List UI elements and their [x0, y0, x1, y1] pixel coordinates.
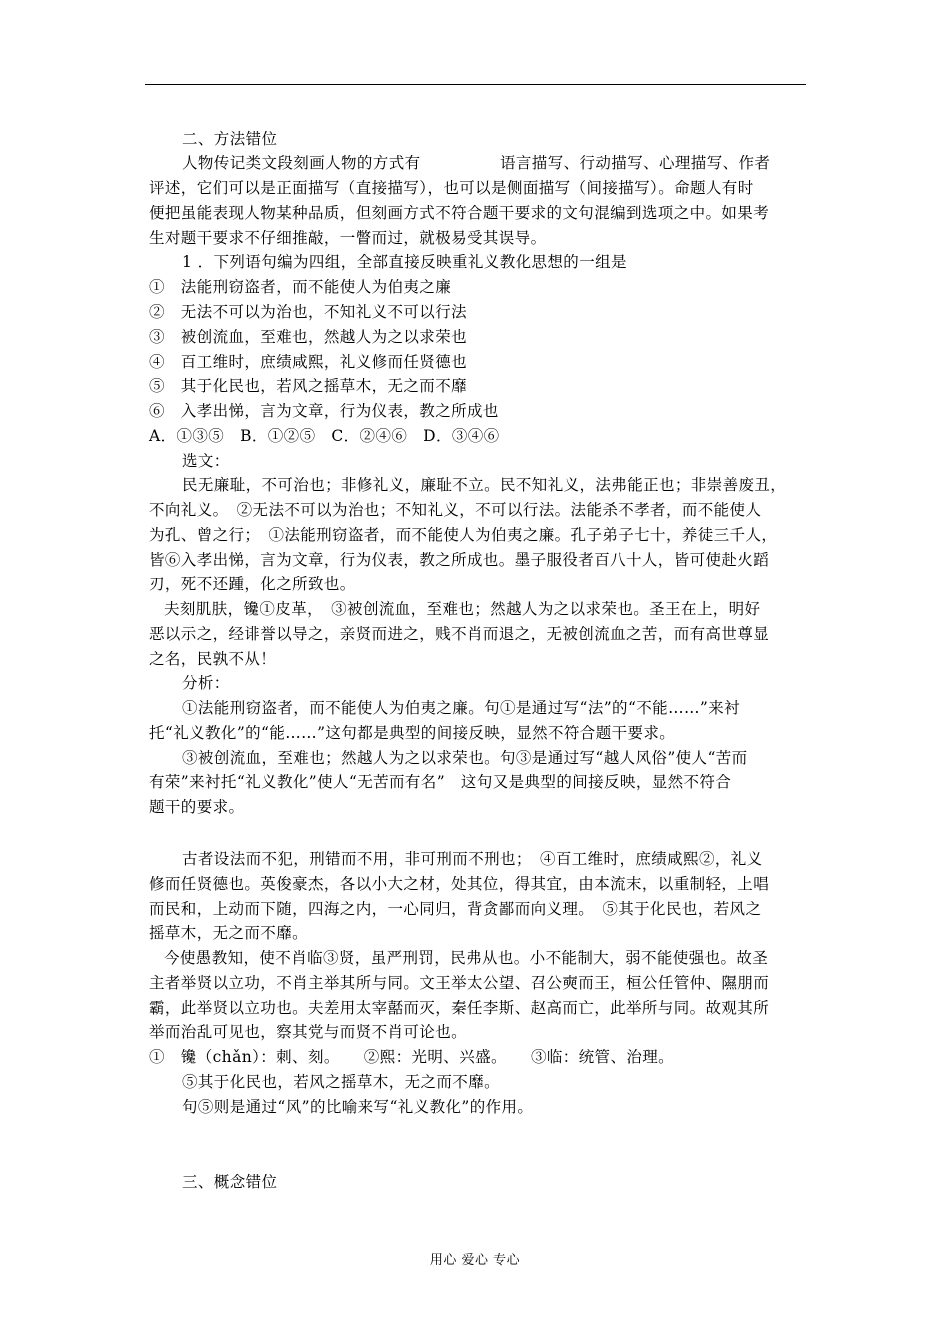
- paragraph-line: 生对题干要求不仔细推敲，一瞥而过，就极易受其误导。: [149, 229, 547, 247]
- option-item: ① 法能刑窃盗者，而不能使人为伯夷之廉: [149, 278, 452, 296]
- paragraph-line: 题干的要求。: [149, 798, 245, 816]
- paragraph-line: 恶以示之，经诽誉以导之，亲贤而进之，贱不肖而退之，无被创流血之苦，而有高世尊显: [149, 625, 770, 643]
- question-stem: 1 ．下列语句编为四组，全部直接反映重礼义教化思想的一组是: [182, 253, 627, 271]
- subheading: 选文：: [182, 452, 230, 470]
- paragraph-line: 古者设法而不犯，刑错而不用，非可刑而不刑也； ④百工维时，庶绩咸熙②，礼义: [182, 850, 763, 868]
- paragraph-line: 民无廉耻，不可治也；非修礼义，廉耻不立。民不知礼义，法弗能正也；非崇善废丑，: [182, 476, 787, 494]
- paragraph-line: ③被创流血，至难也；然越人为之以求荣也。句③是通过写“越人风俗”使人“苦而: [182, 749, 748, 767]
- paragraph-line: 霸，此举贤以立功也。夫差用太宰嚭而灭，秦任李斯、赵高而亡，此举所与同。故观其所: [149, 999, 770, 1017]
- paragraph-line: ①法能刑窃盗者，而不能使人为伯夷之廉。句①是通过写“法”的“不能……”来衬: [182, 699, 740, 717]
- paragraph-line: 举而治乱可见也，察其党与而贤不肖可论也。: [149, 1023, 468, 1041]
- paragraph-line: 评述，它们可以是正面描写（直接描写），也可以是侧面描写（间接描写）。命题人有时: [149, 179, 754, 197]
- paragraph-line: 托“礼义教化”的“能……”这句都是典型的间接反映，显然不符合题干要求。: [149, 724, 676, 742]
- option-item: ④ 百工维时，庶绩咸熙，礼义修而任贤德也: [149, 353, 468, 371]
- paragraph-line: 主者举贤以立功，不肖主举其所与同。文王举太公望、召公奭而王，桓公任管仲、隰朋而: [149, 974, 770, 992]
- paragraph-line: 之名，民孰不从！: [149, 650, 277, 668]
- paragraph-line: 便把虽能表现人物某种品质，但刻画方式不符合题干要求的文句混编到选项之中。如果考: [149, 204, 770, 222]
- section-heading: 二、方法错位: [182, 130, 278, 148]
- paragraph-line: ⑤其于化民也，若风之摇草木，无之而不靡。: [182, 1073, 501, 1091]
- subheading: 分析：: [182, 674, 230, 692]
- paragraph-line: 修而任贤德也。英俊豪杰，各以小大之材，处其位，得其宜，由本流末，以重制轻，上唱: [149, 875, 770, 893]
- section-heading: 三、概念错位: [182, 1173, 278, 1191]
- paragraph-line: 有荣”来衬托“礼义教化”使人“无苦而有名” 这句又是典型的间接反映，显然不符合: [149, 773, 732, 791]
- paragraph-line: 为孔、曾之行； ①法能刑窃盗者，而不能使人为伯夷之廉。孔子弟子七十，养徒三千人，: [149, 526, 778, 544]
- option-item: ③ 被创流血，至难也，然越人为之以求荣也: [149, 328, 468, 346]
- paragraph-line: 皆⑥入孝出悌，言为文章，行为仪表，教之所成也。墨子服役者百八十人，皆可使赴火蹈: [149, 551, 770, 569]
- paragraph-line: 今使愚教知，使不肖临③贤，虽严刑罚，民弗从也。小不能制大，弱不能使强也。故圣: [164, 949, 769, 967]
- paragraph-line: 人物传记类文段刻画人物的方式有 语言描写、行动描写、心理描写、作者: [182, 154, 771, 172]
- header-rule: [145, 84, 806, 85]
- paragraph-line: 不向礼义。 ②无法不可以为治也；不知礼义，不可以行法。法能杀不孝者，而不能使人: [149, 501, 762, 519]
- page-footer: 用心 爱心 专心: [429, 1253, 521, 1268]
- option-item: ⑤ 其于化民也，若风之摇草木，无之而不靡: [149, 377, 468, 395]
- option-item: ② 无法不可以为治也，不知礼义不可以行法: [149, 303, 468, 321]
- paragraph-line: 夫刻肌肤，镵①皮革， ③被创流血，至难也；然越人为之以求荣也。圣王在上，明好: [164, 600, 761, 618]
- footnote-line: ① 镵（chǎn）：刺、刻。 ②熙：光明、兴盛。 ③临：统管、治理。: [149, 1048, 675, 1066]
- paragraph-line: 句⑤则是通过“风”的比喻来写“礼义教化”的作用。: [182, 1098, 534, 1116]
- answer-choices: A．①③⑤ B．①②⑤ C．②④⑥ D．③④⑥: [149, 427, 500, 445]
- paragraph-line: 而民和，上动而下随，四海之内，一心同归，背贪鄙而向义理。 ⑤其于化民也，若风之: [149, 900, 762, 918]
- paragraph-line: 刃，死不还踵，化之所致也。: [149, 575, 356, 593]
- option-item: ⑥ 入孝出悌，言为文章，行为仪表，教之所成也: [149, 402, 499, 420]
- paragraph-line: 摇草木，无之而不靡。: [149, 924, 309, 942]
